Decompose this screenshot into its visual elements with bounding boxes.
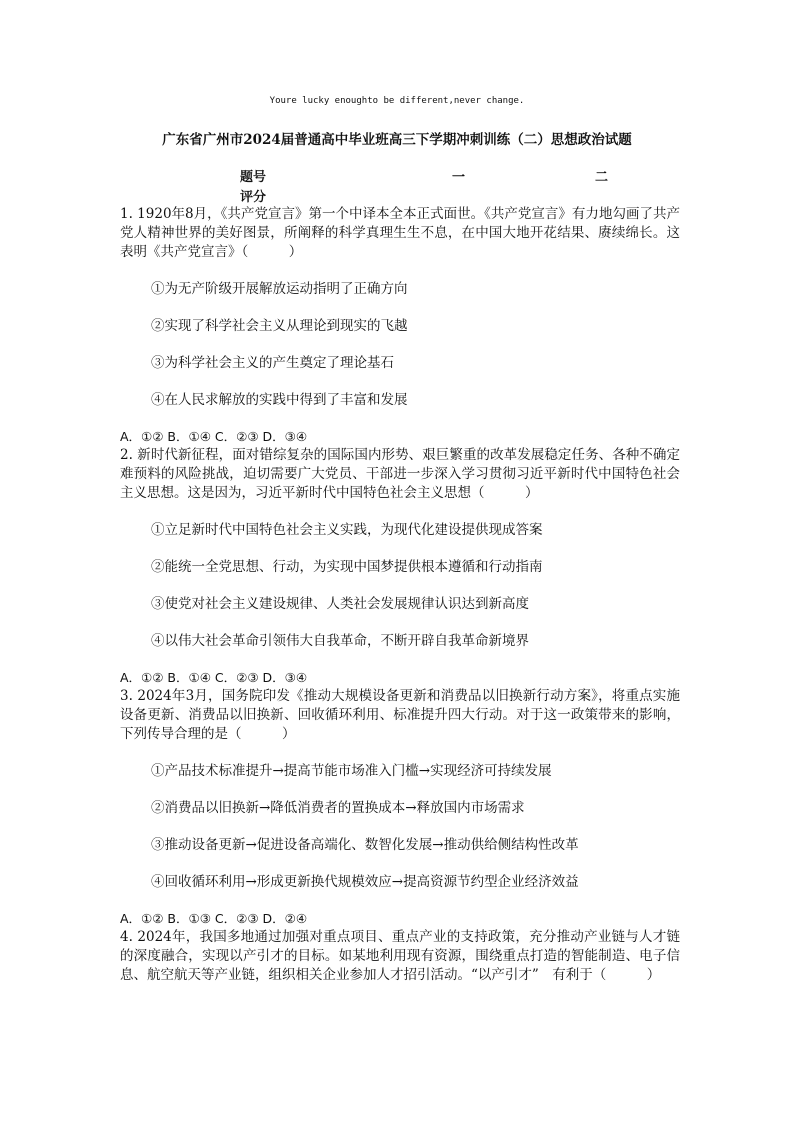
question-stem: 4. 2024年，我国多地通过加强对重点项目、重点产业的支持政策，充分推动产业链与人才链的深度融合，实现以产引才的目标。如某地利用现有资源，围绕重点打造的智能制造、电子信息、航空航天等产业链，组织相关企业参加人才招引活动。“以产引才” 有利于（ ） xyxy=(120,929,680,983)
page-motto: Youre lucky enoughto be different,never change. xyxy=(269,96,525,106)
question-stem: 1. 1920年8月，《共产党宣言》第一个中译本全本正式面世。《共产党宣言》有力地勾画了共产党人精神世界的美好图景，所阐释的科学真理生生不息，在中国大地开花结果、赓续绵长。这表明《共产党宣言》（ ） xyxy=(120,206,680,260)
question-option: ③使党对社会主义建设规律、人类社会发展规律认识达到新高度 xyxy=(151,596,529,612)
score-table-col2: 二 xyxy=(595,170,609,185)
answer-choices: A．①② B．①③ C．②③ D．②④ xyxy=(120,911,308,926)
question-option: ③推动设备更新→促进设备高端化、数智化发展→推动供给侧结构性改革 xyxy=(151,837,579,853)
question-option: ①产品技术标准提升→提高节能市场准入门槛→实现经济可持续发展 xyxy=(151,763,552,779)
question-option: ②实现了科学社会主义从理论到现实的飞越 xyxy=(151,318,408,334)
question-option: ①立足新时代中国特色社会主义实践，为现代化建设提供现成答案 xyxy=(151,522,543,538)
question-stem: 3. 2024年3月，国务院印发《推动大规模设备更新和消费品以旧换新行动方案》，将重点实施设备更新、消费品以旧换新、回收循环利用、标准提升四大行动。对于这一政策带来的影响，下列传导合理的是（ ） xyxy=(120,688,680,742)
question-option: ④以伟大社会革命引领伟大自我革命，不断开辟自我革命新境界 xyxy=(151,633,529,649)
score-table-row-label: 评分 xyxy=(240,190,267,205)
page-title: 广东省广州市2024届普通高中毕业班高三下学期冲刺训练（二）思想政治试题 xyxy=(162,132,632,148)
answer-choices: A．①② B．①④ C．②③ D．③④ xyxy=(120,429,308,444)
question-option: ②能统一全党思想、行动，为实现中国梦提供根本遵循和行动指南 xyxy=(151,559,543,575)
question-stem: 2. 新时代新征程，面对错综复杂的国际国内形势、艰巨繁重的改革发展稳定任务、各种不确定难预料的风险挑战，迫切需要广大党员、干部进一步深入学习贯彻习近平新时代中国特色社会主义思想。这是因为，习近平新时代中国特色社会主义思想（ ） xyxy=(120,447,680,501)
question-2 xyxy=(120,446,680,687)
question-option: ②消费品以旧换新→降低消费者的置换成本→释放国内市场需求 xyxy=(151,800,525,816)
question-option: ④回收循环利用→形成更新换代规模效应→提高资源节约型企业经济效益 xyxy=(151,874,579,890)
question-option: ④在人民求解放的实践中得到了丰富和发展 xyxy=(151,392,408,408)
question-4 xyxy=(120,928,680,985)
question-option: ③为科学社会主义的产生奠定了理论基石 xyxy=(151,355,394,371)
question-1 xyxy=(120,205,680,446)
score-table-col1: 一 xyxy=(452,170,466,185)
question-3 xyxy=(120,687,680,928)
answer-choices: A．①② B．①④ C．②③ D．③④ xyxy=(120,670,308,685)
question-option: ①为无产阶级开展解放运动指明了正确方向 xyxy=(151,281,408,297)
score-table-title-label: 题号 xyxy=(240,170,267,185)
question-list xyxy=(120,205,680,985)
